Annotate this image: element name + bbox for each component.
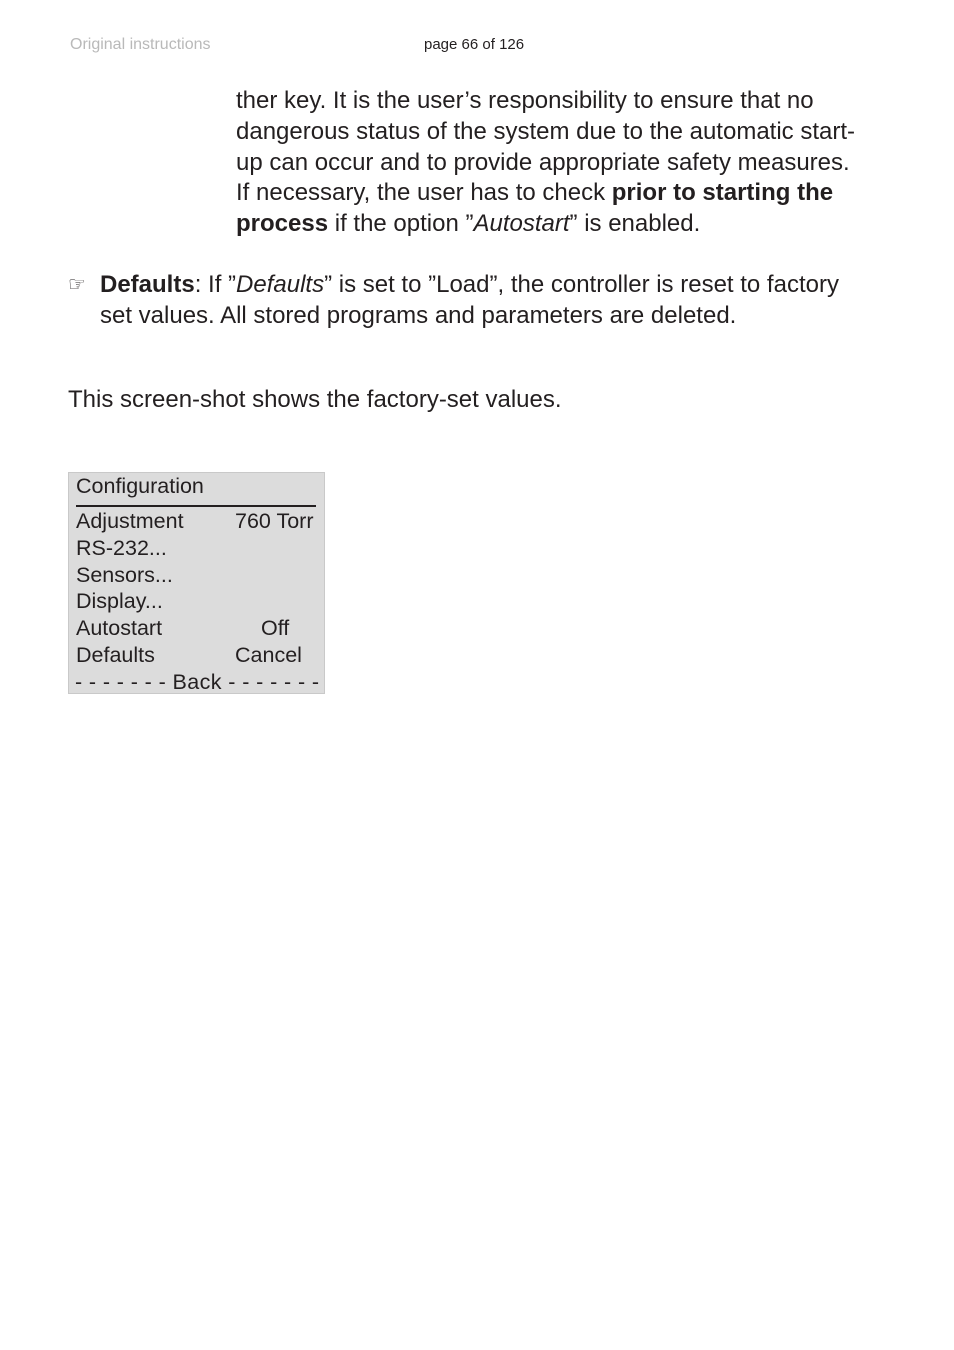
para-line (236, 209, 885, 240)
menu-item-label: Adjustment (76, 509, 184, 533)
menu-item-sensors (76, 562, 319, 589)
para-bold: prior to starting the (611, 179, 834, 207)
menu-item-rs232 (76, 535, 319, 562)
bullet-text-part: ” is set to ”Load”, the controller is reset to factory (324, 271, 839, 298)
para-line (236, 178, 885, 209)
bullet-line (100, 270, 885, 301)
bullet-label: Defaults (100, 271, 195, 298)
title-underline (76, 505, 316, 507)
para-text: If necessary, the user has to check (236, 179, 612, 207)
para-italic: Autostart (473, 210, 570, 238)
autostart-warning-paragraph (236, 86, 885, 240)
menu-item-display (76, 588, 319, 615)
menu-item-value: 760 Torr (235, 509, 314, 533)
bullet-italic: Defaults (236, 271, 325, 298)
menu-back: - - - - - - - Back - - - - - - - (75, 670, 320, 694)
page-number: page 66 of 126 (424, 36, 525, 53)
configuration-screen (68, 472, 325, 694)
pointing-hand-icon: ☞ (68, 274, 86, 296)
defaults-bullet (68, 270, 885, 331)
menu-item-label: Autostart (76, 616, 163, 641)
para-line: ther key. It is the user’s responsibility to ensure that no (236, 87, 814, 114)
menu-item-label: Defaults (76, 642, 155, 667)
menu-item-adjustment (76, 508, 319, 535)
bullet-text (100, 270, 885, 331)
menu-item-value: Cancel (235, 642, 302, 667)
para-line: up can occur and to provide appropriate safety measures. (236, 148, 850, 176)
header-left: Original instructions (70, 36, 211, 53)
menu-item-defaults (76, 642, 319, 669)
screen-title: Configuration (76, 474, 204, 498)
menu-rows (76, 508, 319, 669)
bullet-text-part: : If ” (194, 271, 237, 298)
bullet-line: set values. All stored programs and parameters are deleted. (100, 301, 737, 329)
menu-item-label: Display... (76, 589, 163, 614)
menu-item-label: RS-232... (76, 535, 167, 560)
para-text: if the option ” (328, 210, 474, 238)
para-text: ” is enabled. (569, 210, 701, 238)
menu-item-label: Sensors... (76, 562, 173, 587)
menu-item-autostart (76, 615, 319, 642)
screenshot-caption: This screen-shot shows the factory-set values. (68, 386, 562, 413)
para-bold: process (236, 210, 329, 238)
menu-item-value: Off (261, 616, 290, 641)
para-line: dangerous status of the system due to the automatic start- (236, 117, 855, 145)
